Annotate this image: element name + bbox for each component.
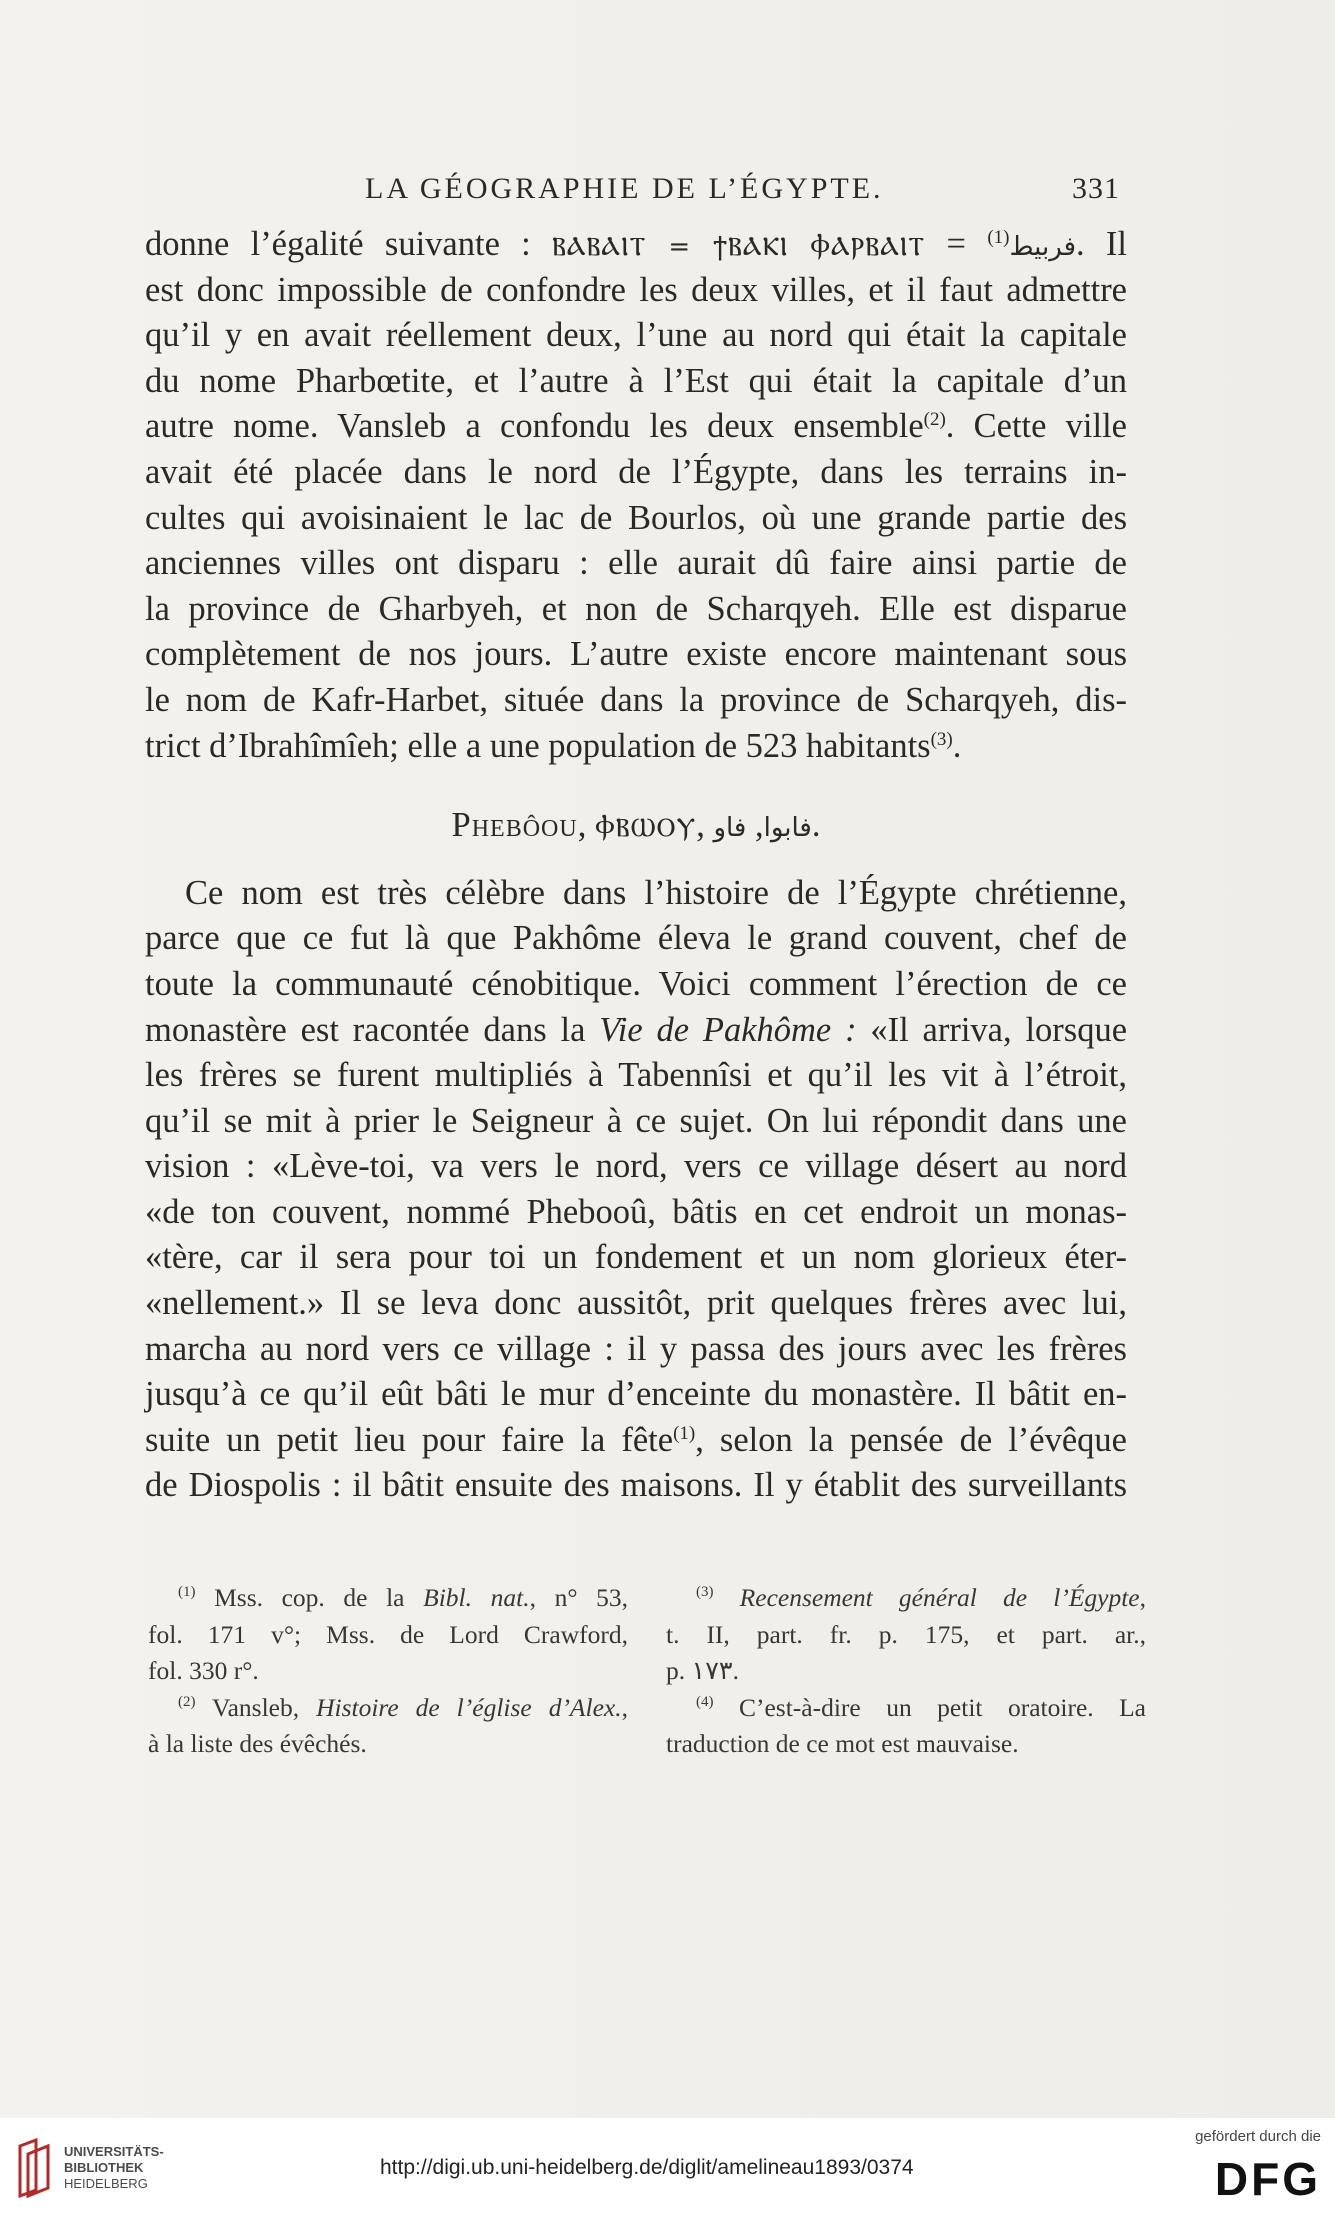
- body-text: [145, 222, 1127, 1509]
- footnote-ref: (3): [930, 728, 953, 750]
- heading-name: Phebôou: [451, 806, 578, 845]
- footnote-2: $^{(2)}$ Vansleb, Histoire de l’église d’Alex.,: [178, 1692, 628, 1722]
- text-line: donne l’égalité suivante : ⲂⲀⲂⲀⲒⲦ = ϯⲂⲀⲔⲒ ⲪⲀⲢⲂⲀⲒⲦ = فربيط$^{(1)}$ . Il: [145, 225, 1128, 263]
- text-line: «nellement.» Il se leva donc aussitôt, prit quelques frères avec lui,: [145, 1284, 1127, 1323]
- text-line: monastère est racontée dans la Vie de Pakhôme : «Il arriva, lorsque: [145, 1010, 1128, 1049]
- text-line: marcha au nord vers ce village : il y passa des jours avec les frères: [145, 1329, 1127, 1368]
- footnote-3: $^{(3)}$ Recensement général de l’Égypte,: [696, 1583, 1146, 1612]
- heading-arabic-1: فابوا: [763, 813, 812, 844]
- text-line: cultes qui avoisinaient le lac de Bourlos, où une grande partie des: [145, 498, 1127, 537]
- text-line: les frères se furent multipliés à Tabennîsi et qu’il les vit à l’étroit,: [145, 1056, 1127, 1095]
- footnote-ref: (2): [923, 409, 946, 431]
- footnote-line: fol. 171 v°; Mss. de Lord Crawford,: [148, 1619, 628, 1649]
- text-line: trict d’Ibrahîmîeh; elle a une population de 523 habitants$^{(3)}$.: [145, 726, 962, 765]
- arabic-text: فربيط: [1009, 232, 1077, 262]
- text-line: Ce nom est très célèbre dans l’histoire de l’Égypte chrétienne,: [185, 873, 1127, 912]
- text-line: du nome Pharbœtite, et l’autre à l’Est qui était la capitale d’un: [145, 361, 1127, 400]
- footnotes-left-column: [148, 1580, 628, 1763]
- footnotes-right-column: [666, 1580, 1146, 1763]
- footnote-line: p. ١٧٣.: [666, 1656, 739, 1685]
- title-italic: Vie de Pakhôme :: [599, 1010, 857, 1049]
- library-logo-icon: [14, 2136, 54, 2200]
- section-heading: Phebôou, ⲪⲂⲰⲞⲨ, فابوا, فاو .: [451, 806, 821, 845]
- footnote-4: $^{(4)}$ C’est-à-dire un petit oratoire. La: [696, 1692, 1146, 1722]
- text-line: suite un petit lieu pour faire la fête$^{(1)}$, selon la pensée de l’évêque: [145, 1420, 1127, 1459]
- text-line: de Diospolis : il bâtit ensuite des maisons. Il y établit des surveillants: [145, 1466, 1127, 1505]
- page-number: 331: [1072, 172, 1120, 205]
- text-line: parce que ce fut là que Pakhôme éleva le grand couvent, chef de: [145, 919, 1127, 958]
- text-line: la province de Gharbyeh, et non de Scharqyeh. Elle est disparue: [145, 589, 1127, 628]
- footnote-line: fol. 330 r°.: [148, 1656, 259, 1685]
- text-line: vision : «Lève-toi, va vers le nord, vers ce village désert au nord: [145, 1147, 1127, 1186]
- text-line: toute la communauté cénobitique. Voici comment l’érection de ce: [145, 964, 1127, 1003]
- library-name: UNIVERSITÄTS- BIBLIOTHEK HEIDELBERG: [64, 2144, 164, 2191]
- footnote-ref: (1): [987, 227, 1010, 248]
- footnote-line: t. II, part. fr. p. 175, et part. ar.,: [666, 1619, 1146, 1649]
- heading-coptic: ⲪⲂⲰⲞⲨ: [594, 813, 697, 844]
- page-header: [365, 172, 1120, 212]
- text-line: «tère, car il sera pour toi un fondement et un nom glorieux éter-: [145, 1238, 1127, 1277]
- viewer-footer: [0, 2118, 1335, 2217]
- permalink-url[interactable]: http://digi.ub.uni-heidelberg.de/diglit/amelineau1893/0374: [380, 2156, 914, 2179]
- text-line: autre nome. Vansleb a confondu les deux ensemble$^{(2)}$. Cette ville: [145, 407, 1127, 446]
- text-line: qu’il y en avait réellement deux, l’une au nord qui était la capitale: [145, 316, 1127, 355]
- text-line: avait été placée dans le nord de l’Égypte, dans les terrains in-: [145, 452, 1127, 491]
- funded-by-label: gefördert durch die: [1195, 2128, 1321, 2145]
- footnote-line: à la liste des évêchés.: [148, 1729, 367, 1758]
- text-line: est donc impossible de confondre les deux villes, et il faut admettre: [145, 270, 1127, 309]
- heading-arabic-2: فاو: [713, 813, 747, 844]
- dfg-logo: DFG: [1214, 2153, 1321, 2205]
- text-line: jusqu’à ce qu’il eût bâti le mur d’enceinte du monastère. Il bâtit en-: [145, 1375, 1127, 1414]
- text-line: «de ton couvent, nommé Phebooû, bâtis en cet endroit un monas-: [145, 1192, 1127, 1231]
- text-line: qu’il se mit à prier le Seigneur à ce sujet. On lui répondit dans une: [145, 1101, 1127, 1140]
- running-title: LA GÉOGRAPHIE DE L’ÉGYPTE.: [365, 172, 884, 205]
- text-line: le nom de Kafr-Harbet, située dans la province de Scharqyeh, dis-: [145, 680, 1127, 719]
- text-line: anciennes villes ont disparu : elle aurait dû faire ainsi partie de: [145, 544, 1127, 583]
- footnote-ref: (1): [673, 1422, 696, 1444]
- footnote-1: $^{(1)}$ Mss. cop. de la Bibl. nat., n° 53,: [178, 1583, 628, 1612]
- text-line: complètement de nos jours. L’autre existe encore maintenant sous: [145, 635, 1127, 674]
- coptic-text: ⲂⲀⲂⲀⲒⲦ = ϯⲂⲀⲔⲒ ⲪⲀⲢⲂⲀⲒⲦ: [552, 232, 926, 262]
- footnote-line: traduction de ce mot est mauvaise.: [666, 1729, 1019, 1758]
